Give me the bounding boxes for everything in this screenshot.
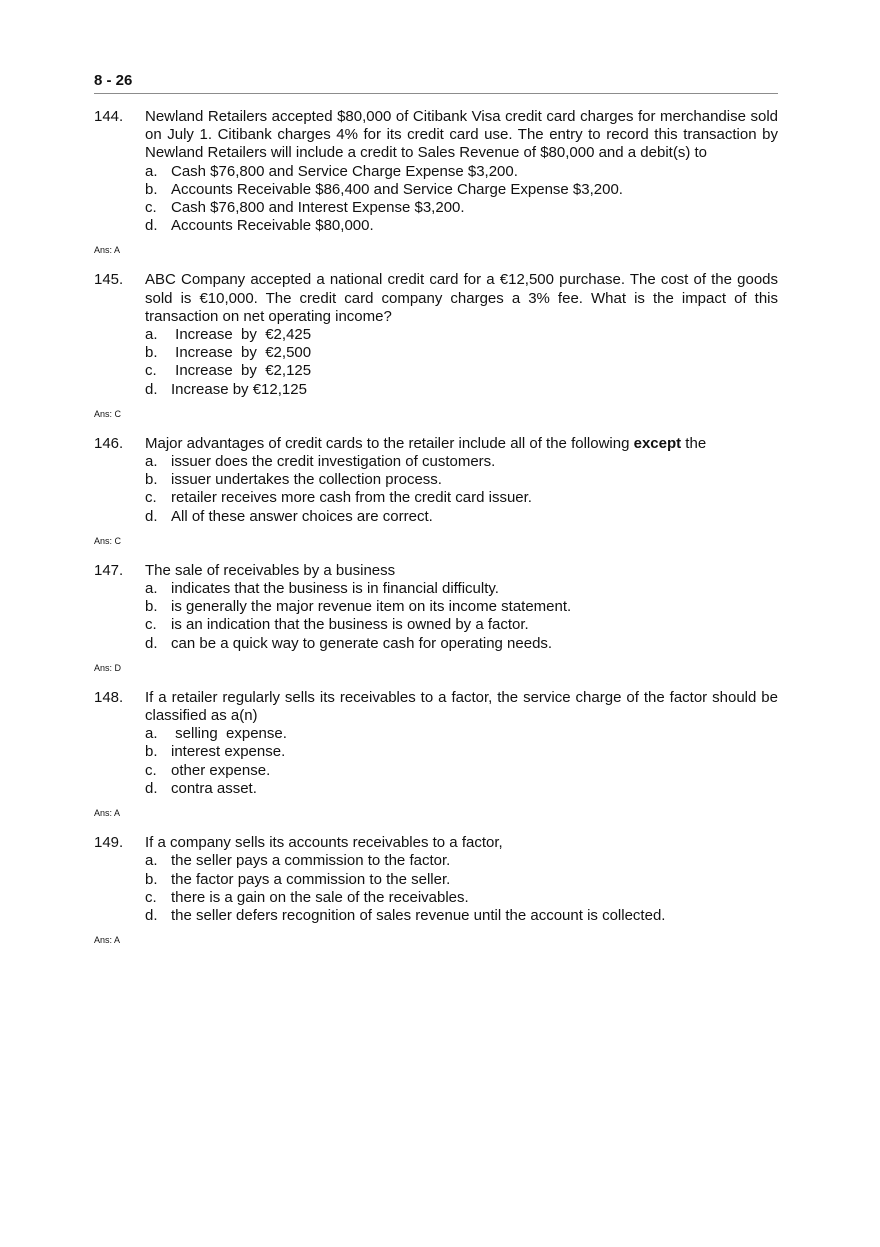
answer-options bbox=[145, 163, 778, 236]
option-a bbox=[145, 163, 778, 181]
option-letter: d. bbox=[145, 217, 158, 235]
question-number: 147. bbox=[94, 561, 124, 579]
question-146 bbox=[94, 435, 778, 547]
page-header bbox=[94, 72, 778, 94]
question-number: 146. bbox=[94, 434, 124, 452]
option-text: Accounts Receivable $80,000. bbox=[171, 217, 374, 235]
option-text: interest expense. bbox=[171, 743, 286, 761]
option-text: Cash $76,800 and Interest Expense $3,200. bbox=[171, 199, 465, 217]
option-text: other expense. bbox=[171, 761, 271, 779]
question-number: 149. bbox=[94, 834, 124, 852]
option-b bbox=[145, 181, 778, 199]
option-text: indicates that the business is in financial difficulty. bbox=[171, 580, 499, 598]
option-c bbox=[145, 362, 778, 380]
option-letter: a. bbox=[145, 852, 158, 870]
option-letter: d. bbox=[145, 779, 158, 797]
option-a bbox=[145, 580, 778, 598]
option-b bbox=[145, 871, 778, 889]
answer-options bbox=[145, 580, 778, 653]
option-a bbox=[145, 852, 778, 870]
option-b bbox=[145, 344, 778, 362]
option-d bbox=[145, 780, 778, 798]
option-text: the seller pays a commission to the factor. bbox=[171, 852, 451, 870]
option-b bbox=[145, 471, 778, 489]
question-text-end: the bbox=[681, 434, 707, 452]
question-number: 144. bbox=[94, 108, 124, 125]
option-c bbox=[145, 489, 778, 507]
question-144 bbox=[94, 108, 778, 256]
option-text: is an indication that the business is owned by a factor. bbox=[171, 616, 529, 634]
option-c bbox=[145, 762, 778, 780]
option-letter: b. bbox=[145, 180, 158, 198]
question-emphasis: except bbox=[633, 434, 682, 452]
option-b bbox=[145, 743, 778, 761]
answer-options bbox=[145, 725, 778, 798]
question-text bbox=[145, 435, 778, 453]
option-letter: b. bbox=[145, 870, 158, 888]
option-letter: a. bbox=[145, 453, 158, 471]
option-letter: d. bbox=[145, 507, 158, 525]
question-text-start: Major advantages of credit cards to the retailer include all of the following bbox=[145, 434, 634, 452]
question-148 bbox=[94, 689, 778, 819]
option-d bbox=[145, 635, 778, 653]
option-d bbox=[145, 508, 778, 526]
answer-key: Ans: A bbox=[94, 935, 121, 946]
option-letter: c. bbox=[145, 888, 157, 906]
option-a bbox=[145, 326, 778, 344]
option-c bbox=[145, 616, 778, 634]
option-letter: c. bbox=[145, 362, 157, 380]
question-text: ABC Company accepted a national credit card for a €12,500 purchase. The cost of the goods sold is €10,000. The credit card company charges a 3% fee. What is the impact of this transaction on net operating income? bbox=[145, 271, 778, 325]
question-number: 145. bbox=[94, 271, 124, 289]
answer-options bbox=[145, 852, 778, 925]
answer-key: Ans: A bbox=[94, 808, 121, 819]
option-letter: b. bbox=[145, 471, 158, 489]
option-letter: b. bbox=[145, 598, 158, 616]
answer-key: Ans: C bbox=[94, 535, 122, 546]
answer-key: Ans: D bbox=[94, 662, 122, 673]
option-text: selling expense. bbox=[171, 725, 287, 743]
option-a bbox=[145, 453, 778, 471]
option-c bbox=[145, 199, 778, 217]
option-letter: a. bbox=[145, 580, 158, 598]
option-d bbox=[145, 217, 778, 235]
option-text: is generally the major revenue item on its income statement. bbox=[171, 598, 572, 616]
option-text: Increase by €2,125 bbox=[171, 362, 312, 380]
option-text: Increase by €2,425 bbox=[171, 326, 312, 344]
option-text: there is a gain on the sale of the receivables. bbox=[171, 888, 469, 906]
option-text: issuer does the credit investigation of customers. bbox=[171, 453, 496, 471]
option-text: issuer undertakes the collection process. bbox=[171, 471, 442, 489]
question-145 bbox=[94, 271, 778, 419]
option-d bbox=[145, 381, 778, 399]
question-text: Newland Retailers accepted $80,000 of Citibank Visa credit card charges for merchandise sold on July 1. Citibank charges 4% for its credit card use. The entry to record this transaction by Newland Retailers will include a credit to Sales Revenue of $80,000 and a debit(s) to bbox=[145, 108, 778, 162]
option-d bbox=[145, 907, 778, 925]
option-text: retailer receives more cash from the credit card issuer. bbox=[171, 489, 532, 507]
question-list bbox=[94, 108, 778, 961]
option-letter: d. bbox=[145, 906, 158, 924]
question-text: The sale of receivables by a business bbox=[145, 561, 396, 579]
page-number: 8 - 26 bbox=[94, 72, 133, 89]
option-text: contra asset. bbox=[171, 779, 257, 797]
option-letter: d. bbox=[145, 380, 158, 398]
option-letter: b. bbox=[145, 344, 158, 362]
option-text: All of these answer choices are correct. bbox=[171, 507, 433, 525]
option-text: can be a quick way to generate cash for operating needs. bbox=[171, 634, 553, 652]
option-letter: a. bbox=[145, 162, 158, 180]
question-149 bbox=[94, 834, 778, 946]
option-text: Increase by €2,500 bbox=[171, 344, 312, 362]
option-letter: d. bbox=[145, 634, 158, 652]
option-c bbox=[145, 889, 778, 907]
option-letter: c. bbox=[145, 199, 157, 217]
option-text: the seller defers recognition of sales revenue until the account is collected. bbox=[171, 906, 666, 924]
question-text: If a retailer regularly sells its receivables to a factor, the service charge of the factor should be classified as a(n) bbox=[145, 688, 778, 725]
option-letter: a. bbox=[145, 725, 158, 743]
option-letter: c. bbox=[145, 616, 157, 634]
option-text: Cash $76,800 and Service Charge Expense $3,200. bbox=[171, 162, 518, 180]
answer-options bbox=[145, 326, 778, 399]
option-text: Increase by €12,125 bbox=[171, 380, 307, 398]
option-letter: c. bbox=[145, 761, 157, 779]
option-text: the factor pays a commission to the seller. bbox=[171, 870, 451, 888]
answer-key: Ans: A bbox=[94, 245, 121, 256]
option-a bbox=[145, 725, 778, 743]
question-text: If a company sells its accounts receivables to a factor, bbox=[145, 834, 503, 852]
option-b bbox=[145, 598, 778, 616]
option-letter: a. bbox=[145, 326, 158, 344]
option-text: Accounts Receivable $86,400 and Service Charge Expense $3,200. bbox=[171, 180, 623, 198]
question-number: 148. bbox=[94, 688, 124, 706]
answer-options bbox=[145, 453, 778, 526]
question-147 bbox=[94, 562, 778, 674]
answer-key: Ans: C bbox=[94, 408, 122, 419]
option-letter: b. bbox=[145, 743, 158, 761]
option-letter: c. bbox=[145, 489, 157, 507]
